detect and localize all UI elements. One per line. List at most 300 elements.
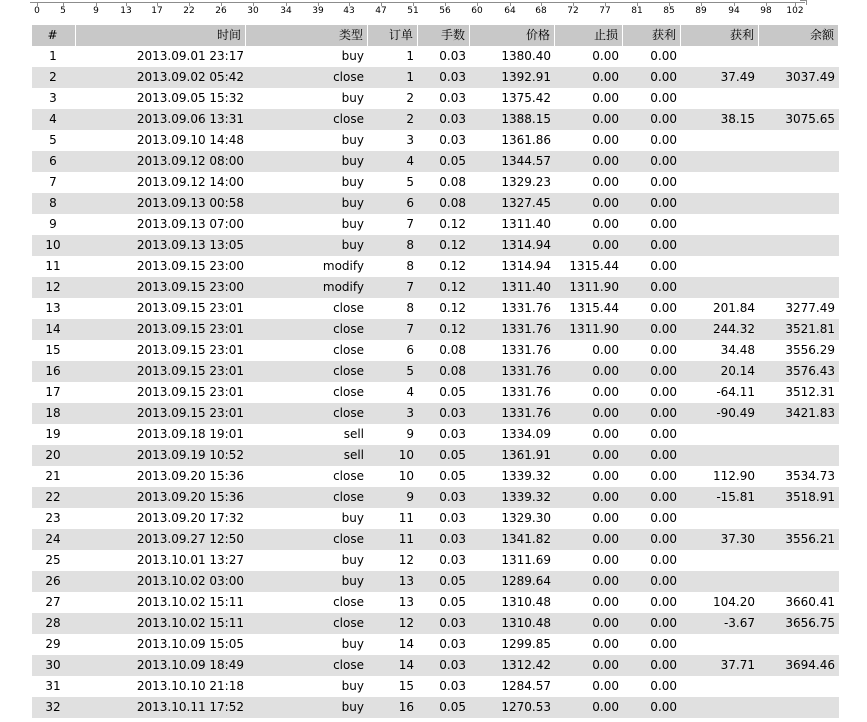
table-row[interactable] (32, 466, 839, 487)
cell-lots: 0.08 (418, 193, 470, 214)
cell-order: 3 (368, 403, 418, 424)
cell-stop-loss: 0.00 (555, 634, 623, 655)
cell-time: 2013.09.20 17:32 (76, 508, 246, 529)
table-row[interactable] (32, 298, 839, 319)
cell-index: 28 (32, 613, 76, 634)
table-body (32, 46, 839, 718)
table-row[interactable] (32, 424, 839, 445)
ruler-corner (800, 0, 807, 5)
cell-profit: 38.15 (681, 109, 759, 130)
cell-take-profit: 0.00 (623, 655, 681, 676)
cell-profit (681, 550, 759, 571)
cell-index: 26 (32, 571, 76, 592)
cell-order: 5 (368, 172, 418, 193)
cell-take-profit: 0.00 (623, 613, 681, 634)
header-balance[interactable]: 余额 (759, 25, 839, 46)
cell-index: 31 (32, 676, 76, 697)
cell-profit (681, 88, 759, 109)
cell-price: 1331.76 (470, 403, 555, 424)
cell-stop-loss: 0.00 (555, 445, 623, 466)
cell-price: 1344.57 (470, 151, 555, 172)
cell-profit: 37.71 (681, 655, 759, 676)
cell-take-profit: 0.00 (623, 382, 681, 403)
cell-time: 2013.09.15 23:01 (76, 382, 246, 403)
cell-balance (759, 193, 839, 214)
cell-stop-loss: 0.00 (555, 529, 623, 550)
cell-take-profit: 0.00 (623, 487, 681, 508)
table-row[interactable] (32, 67, 839, 88)
cell-stop-loss: 1311.90 (555, 277, 623, 298)
cell-type: buy (246, 193, 368, 214)
table-row[interactable] (32, 130, 839, 151)
table-row[interactable] (32, 256, 839, 277)
cell-balance: 3534.73 (759, 466, 839, 487)
cell-order: 12 (368, 613, 418, 634)
ruler-label: 34 (280, 6, 292, 16)
cell-order: 14 (368, 655, 418, 676)
table-row[interactable] (32, 550, 839, 571)
cell-time: 2013.09.15 23:01 (76, 340, 246, 361)
cell-profit: 201.84 (681, 298, 759, 319)
cell-index: 24 (32, 529, 76, 550)
ruler-label: 51 (407, 6, 419, 16)
cell-balance: 3660.41 (759, 592, 839, 613)
cell-lots: 0.03 (418, 403, 470, 424)
cell-type: buy (246, 697, 368, 718)
table-row[interactable] (32, 109, 839, 130)
cell-balance (759, 235, 839, 256)
cell-price: 1388.15 (470, 109, 555, 130)
ruler-label: 81 (631, 6, 643, 16)
cell-stop-loss: 0.00 (555, 571, 623, 592)
cell-index: 29 (32, 634, 76, 655)
table-row[interactable] (32, 529, 839, 550)
cell-profit (681, 571, 759, 592)
header-lots[interactable]: 手数 (418, 25, 470, 46)
cell-price: 1375.42 (470, 88, 555, 109)
cell-time: 2013.09.15 23:01 (76, 319, 246, 340)
cell-profit: 34.48 (681, 340, 759, 361)
cell-take-profit: 0.00 (623, 172, 681, 193)
cell-balance: 3694.46 (759, 655, 839, 676)
cell-index: 17 (32, 382, 76, 403)
cell-lots: 0.05 (418, 592, 470, 613)
cell-lots: 0.03 (418, 634, 470, 655)
cell-order: 11 (368, 529, 418, 550)
cell-take-profit: 0.00 (623, 676, 681, 697)
cell-index: 2 (32, 67, 76, 88)
cell-stop-loss: 0.00 (555, 88, 623, 109)
cell-lots: 0.12 (418, 235, 470, 256)
cell-lots: 0.05 (418, 151, 470, 172)
cell-lots: 0.08 (418, 172, 470, 193)
ruler-label: 22 (183, 6, 195, 16)
cell-type: buy (246, 88, 368, 109)
cell-time: 2013.10.01 13:27 (76, 550, 246, 571)
cell-index: 32 (32, 697, 76, 718)
cell-balance (759, 634, 839, 655)
header-order[interactable]: 订单 (368, 25, 418, 46)
cell-profit (681, 277, 759, 298)
cell-price: 1329.30 (470, 508, 555, 529)
table-row[interactable] (32, 277, 839, 298)
cell-price: 1331.76 (470, 361, 555, 382)
cell-take-profit: 0.00 (623, 109, 681, 130)
cell-price: 1329.23 (470, 172, 555, 193)
cell-price: 1334.09 (470, 424, 555, 445)
cell-time: 2013.09.10 14:48 (76, 130, 246, 151)
cell-balance (759, 508, 839, 529)
cell-order: 10 (368, 466, 418, 487)
cell-profit (681, 697, 759, 718)
cell-time: 2013.09.12 08:00 (76, 151, 246, 172)
cell-balance (759, 277, 839, 298)
cell-type: close (246, 340, 368, 361)
cell-balance (759, 256, 839, 277)
cell-price: 1361.86 (470, 130, 555, 151)
cell-take-profit: 0.00 (623, 277, 681, 298)
table-row[interactable] (32, 487, 839, 508)
cell-stop-loss: 0.00 (555, 382, 623, 403)
cell-stop-loss: 0.00 (555, 550, 623, 571)
cell-type: modify (246, 277, 368, 298)
cell-type: close (246, 109, 368, 130)
cell-lots: 0.12 (418, 256, 470, 277)
header-price[interactable]: 价格 (470, 25, 555, 46)
cell-take-profit: 0.00 (623, 214, 681, 235)
cell-price: 1312.42 (470, 655, 555, 676)
ruler-label: 56 (439, 6, 451, 16)
cell-time: 2013.09.13 07:00 (76, 214, 246, 235)
cell-order: 8 (368, 298, 418, 319)
table-row[interactable] (32, 592, 839, 613)
cell-balance: 3075.65 (759, 109, 839, 130)
cell-order: 8 (368, 235, 418, 256)
ruler-label: 94 (728, 6, 740, 16)
cell-balance: 3556.21 (759, 529, 839, 550)
cell-type: buy (246, 130, 368, 151)
ruler-label: 43 (343, 6, 355, 16)
cell-balance: 3521.81 (759, 319, 839, 340)
table-row[interactable] (32, 697, 839, 718)
cell-time: 2013.09.20 15:36 (76, 466, 246, 487)
cell-stop-loss: 0.00 (555, 109, 623, 130)
cell-lots: 0.12 (418, 298, 470, 319)
cell-take-profit: 0.00 (623, 445, 681, 466)
cell-time: 2013.10.02 15:11 (76, 613, 246, 634)
cell-balance (759, 151, 839, 172)
cell-type: close (246, 592, 368, 613)
cell-take-profit: 0.00 (623, 340, 681, 361)
cell-order: 13 (368, 571, 418, 592)
ruler-label: 68 (535, 6, 547, 16)
cell-type: close (246, 529, 368, 550)
table-row[interactable] (32, 340, 839, 361)
table-row[interactable] (32, 508, 839, 529)
cell-lots: 0.03 (418, 130, 470, 151)
header-take-profit[interactable]: 获利 (623, 25, 681, 46)
ruler-label: 85 (663, 6, 675, 16)
cell-index: 6 (32, 151, 76, 172)
cell-profit (681, 172, 759, 193)
cell-balance (759, 130, 839, 151)
cell-take-profit: 0.00 (623, 571, 681, 592)
cell-take-profit: 0.00 (623, 319, 681, 340)
cell-profit: 104.20 (681, 592, 759, 613)
cell-price: 1270.53 (470, 697, 555, 718)
cell-index: 12 (32, 277, 76, 298)
cell-index: 16 (32, 361, 76, 382)
cell-lots: 0.03 (418, 67, 470, 88)
cell-take-profit: 0.00 (623, 508, 681, 529)
cell-time: 2013.09.27 12:50 (76, 529, 246, 550)
ruler-label: 47 (375, 6, 387, 16)
table-row[interactable] (32, 319, 839, 340)
cell-balance: 3037.49 (759, 67, 839, 88)
cell-take-profit: 0.00 (623, 529, 681, 550)
cell-time: 2013.09.18 19:01 (76, 424, 246, 445)
cell-take-profit: 0.00 (623, 88, 681, 109)
cell-index: 25 (32, 550, 76, 571)
header-index[interactable]: # (32, 25, 76, 46)
cell-profit (681, 508, 759, 529)
cell-balance: 3556.29 (759, 340, 839, 361)
cell-profit (681, 193, 759, 214)
table-row[interactable] (32, 88, 839, 109)
cell-type: close (246, 67, 368, 88)
table-row[interactable] (32, 151, 839, 172)
cell-lots: 0.03 (418, 655, 470, 676)
cell-time: 2013.09.19 10:52 (76, 445, 246, 466)
table-row[interactable] (32, 382, 839, 403)
cell-order: 1 (368, 46, 418, 67)
cell-balance: 3656.75 (759, 613, 839, 634)
cell-lots: 0.05 (418, 697, 470, 718)
cell-order: 6 (368, 193, 418, 214)
ruler-label: 26 (215, 6, 227, 16)
cell-price: 1339.32 (470, 487, 555, 508)
cell-order: 3 (368, 130, 418, 151)
cell-time: 2013.09.15 23:01 (76, 361, 246, 382)
cell-balance (759, 214, 839, 235)
table-row[interactable] (32, 445, 839, 466)
header-profit[interactable]: 获利 (681, 25, 759, 46)
cell-time: 2013.10.09 18:49 (76, 655, 246, 676)
table-row[interactable] (32, 235, 839, 256)
cell-price: 1311.69 (470, 550, 555, 571)
table-row[interactable] (32, 172, 839, 193)
ruler-label: 39 (312, 6, 324, 16)
table-row[interactable] (32, 46, 839, 67)
table-row[interactable] (32, 361, 839, 382)
cell-price: 1392.91 (470, 67, 555, 88)
cell-time: 2013.09.15 23:00 (76, 256, 246, 277)
table-row[interactable] (32, 655, 839, 676)
ruler-label: 17 (151, 6, 163, 16)
table-row[interactable] (32, 676, 839, 697)
ruler-label: 13 (120, 6, 132, 16)
cell-order: 9 (368, 424, 418, 445)
cell-time: 2013.09.12 14:00 (76, 172, 246, 193)
table-row[interactable] (32, 214, 839, 235)
cell-profit: -64.11 (681, 382, 759, 403)
cell-index: 30 (32, 655, 76, 676)
cell-price: 1380.40 (470, 46, 555, 67)
cell-take-profit: 0.00 (623, 550, 681, 571)
cell-order: 14 (368, 634, 418, 655)
cell-profit (681, 46, 759, 67)
cell-price: 1361.91 (470, 445, 555, 466)
cell-balance: 3421.83 (759, 403, 839, 424)
table-row[interactable] (32, 613, 839, 634)
cell-stop-loss: 0.00 (555, 613, 623, 634)
cell-index: 4 (32, 109, 76, 130)
cell-lots: 0.03 (418, 424, 470, 445)
cell-stop-loss: 0.00 (555, 151, 623, 172)
cell-price: 1327.45 (470, 193, 555, 214)
cell-take-profit: 0.00 (623, 46, 681, 67)
cell-lots: 0.03 (418, 529, 470, 550)
trade-history-table (32, 25, 839, 718)
cell-profit (681, 445, 759, 466)
cell-time: 2013.10.02 15:11 (76, 592, 246, 613)
cell-time: 2013.09.13 00:58 (76, 193, 246, 214)
cell-take-profit: 0.00 (623, 193, 681, 214)
cell-price: 1314.94 (470, 235, 555, 256)
cell-order: 2 (368, 88, 418, 109)
cell-lots: 0.05 (418, 571, 470, 592)
cell-price: 1331.76 (470, 382, 555, 403)
cell-order: 15 (368, 676, 418, 697)
cell-profit (681, 256, 759, 277)
cell-time: 2013.09.13 13:05 (76, 235, 246, 256)
cell-lots: 0.05 (418, 466, 470, 487)
cell-time: 2013.09.15 23:00 (76, 277, 246, 298)
cell-stop-loss: 0.00 (555, 340, 623, 361)
cell-price: 1310.48 (470, 592, 555, 613)
cell-lots: 0.03 (418, 508, 470, 529)
cell-lots: 0.12 (418, 277, 470, 298)
cell-profit: -15.81 (681, 487, 759, 508)
ruler-label: 102 (786, 6, 804, 16)
ruler-label: 98 (760, 6, 772, 16)
cell-type: buy (246, 550, 368, 571)
cell-order: 9 (368, 487, 418, 508)
cell-index: 7 (32, 172, 76, 193)
cell-take-profit: 0.00 (623, 130, 681, 151)
cell-lots: 0.08 (418, 361, 470, 382)
cell-profit (681, 424, 759, 445)
cell-order: 4 (368, 151, 418, 172)
ruler (0, 0, 867, 22)
table-row[interactable] (32, 403, 839, 424)
ruler-label: 89 (695, 6, 707, 16)
cell-type: modify (246, 256, 368, 277)
cell-time: 2013.09.01 23:17 (76, 46, 246, 67)
cell-index: 1 (32, 46, 76, 67)
cell-type: close (246, 382, 368, 403)
ruler-label: 64 (504, 6, 516, 16)
cell-lots: 0.03 (418, 109, 470, 130)
table-row[interactable] (32, 571, 839, 592)
cell-price: 1289.64 (470, 571, 555, 592)
cell-order: 7 (368, 319, 418, 340)
cell-order: 7 (368, 277, 418, 298)
cell-index: 10 (32, 235, 76, 256)
cell-price: 1331.76 (470, 298, 555, 319)
cell-balance: 3277.49 (759, 298, 839, 319)
cell-stop-loss: 0.00 (555, 214, 623, 235)
cell-order: 4 (368, 382, 418, 403)
cell-time: 2013.09.15 23:01 (76, 403, 246, 424)
ruler-label: 0 (34, 6, 40, 16)
header-stop-loss[interactable]: 止损 (555, 25, 623, 46)
cell-lots: 0.03 (418, 613, 470, 634)
cell-balance: 3512.31 (759, 382, 839, 403)
cell-stop-loss: 0.00 (555, 592, 623, 613)
cell-type: buy (246, 46, 368, 67)
cell-index: 20 (32, 445, 76, 466)
cell-index: 14 (32, 319, 76, 340)
header-type[interactable]: 类型 (246, 25, 368, 46)
cell-time: 2013.09.02 05:42 (76, 67, 246, 88)
cell-stop-loss: 0.00 (555, 46, 623, 67)
cell-profit (681, 151, 759, 172)
table-row[interactable] (32, 634, 839, 655)
cell-time: 2013.10.09 15:05 (76, 634, 246, 655)
cell-stop-loss: 0.00 (555, 508, 623, 529)
cell-profit (681, 634, 759, 655)
cell-price: 1331.76 (470, 319, 555, 340)
cell-price: 1314.94 (470, 256, 555, 277)
cell-order: 16 (368, 697, 418, 718)
cell-order: 2 (368, 109, 418, 130)
cell-time: 2013.09.05 15:32 (76, 88, 246, 109)
cell-lots: 0.03 (418, 676, 470, 697)
cell-balance (759, 550, 839, 571)
cell-price: 1339.32 (470, 466, 555, 487)
cell-take-profit: 0.00 (623, 403, 681, 424)
cell-take-profit: 0.00 (623, 424, 681, 445)
cell-balance: 3576.43 (759, 361, 839, 382)
cell-stop-loss: 0.00 (555, 193, 623, 214)
cell-lots: 0.12 (418, 214, 470, 235)
cell-balance (759, 571, 839, 592)
cell-stop-loss: 0.00 (555, 403, 623, 424)
cell-balance (759, 46, 839, 67)
cell-balance (759, 88, 839, 109)
cell-price: 1310.48 (470, 613, 555, 634)
cell-take-profit: 0.00 (623, 67, 681, 88)
cell-take-profit: 0.00 (623, 697, 681, 718)
cell-lots: 0.03 (418, 88, 470, 109)
cell-lots: 0.08 (418, 340, 470, 361)
cell-index: 21 (32, 466, 76, 487)
cell-index: 27 (32, 592, 76, 613)
cell-price: 1331.76 (470, 340, 555, 361)
cell-index: 18 (32, 403, 76, 424)
cell-type: buy (246, 571, 368, 592)
cell-type: sell (246, 424, 368, 445)
ruler-label: 72 (567, 6, 579, 16)
table-row[interactable] (32, 193, 839, 214)
cell-stop-loss: 0.00 (555, 361, 623, 382)
cell-type: close (246, 466, 368, 487)
cell-stop-loss: 0.00 (555, 172, 623, 193)
cell-type: buy (246, 634, 368, 655)
header-time[interactable]: 时间 (76, 25, 246, 46)
cell-type: buy (246, 172, 368, 193)
